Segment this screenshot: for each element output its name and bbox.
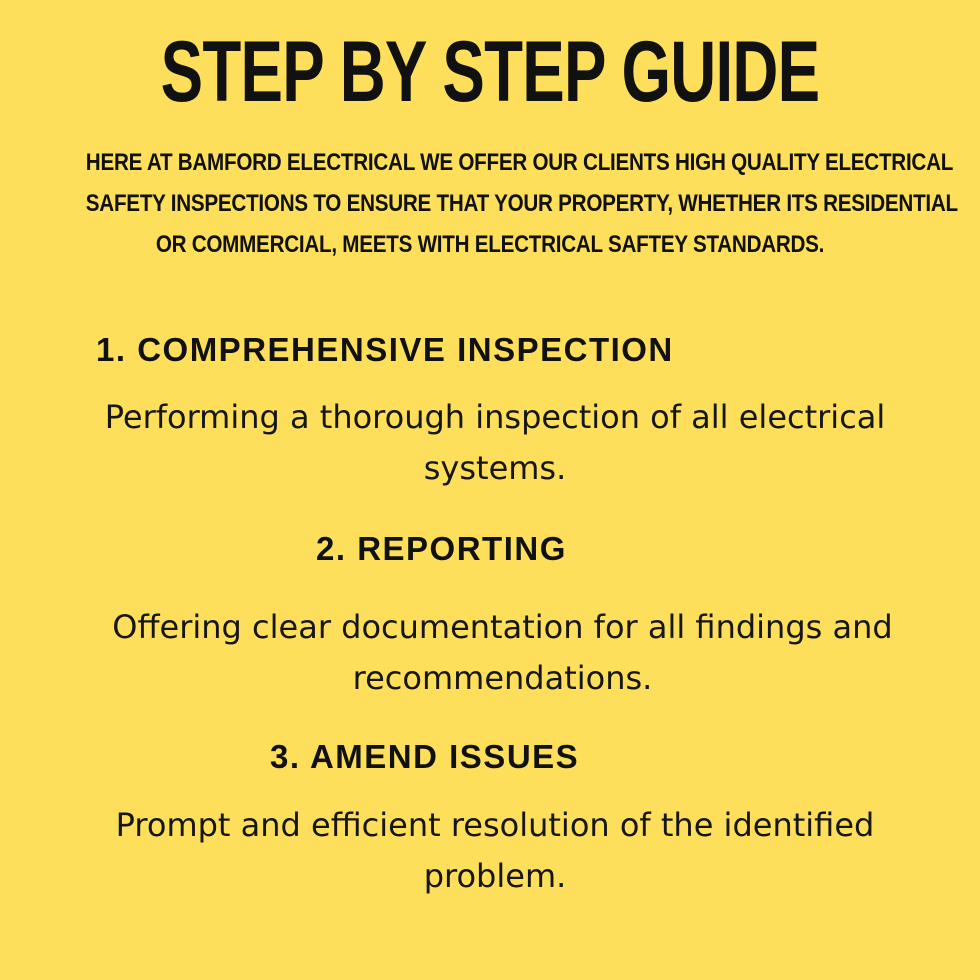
step-1-heading: 1. COMPREHENSIVE INSPECTION [96, 331, 674, 368]
step-3-description-line: Prompt and efficient resolution of the identified [115, 806, 875, 844]
step-3-description [40, 800, 950, 902]
step-2-description-line: Offering clear documentation for all findings and [112, 608, 893, 646]
step-1-description-line: systems. [423, 449, 567, 487]
intro-line: HERE AT BAMFORD ELECTRICAL WE OFFER OUR CLIENTS HIGH QUALITY ELECTRICAL [85, 149, 954, 176]
step-2-description-line: recommendations. [352, 659, 653, 697]
intro-line: OR COMMERCIAL, MEETS WITH ELECTRICAL SAFTEY STANDARDS. [155, 231, 825, 258]
intro-paragraph [20, 142, 960, 265]
step-2-heading: 2. REPORTING [316, 530, 567, 567]
step-3-heading: 3. AMEND ISSUES [270, 738, 580, 775]
intro-line: SAFETY INSPECTIONS TO ENSURE THAT YOUR PROPERTY, WHETHER ITS RESIDENTIAL [85, 190, 958, 217]
page-title: STEP BY STEP GUIDE [160, 24, 820, 120]
step-1-description-line: Performing a thorough inspection of all electrical [104, 398, 886, 436]
step-3-description-line: problem. [423, 857, 567, 895]
step-2-description [50, 602, 955, 704]
step-1-description [40, 392, 950, 494]
